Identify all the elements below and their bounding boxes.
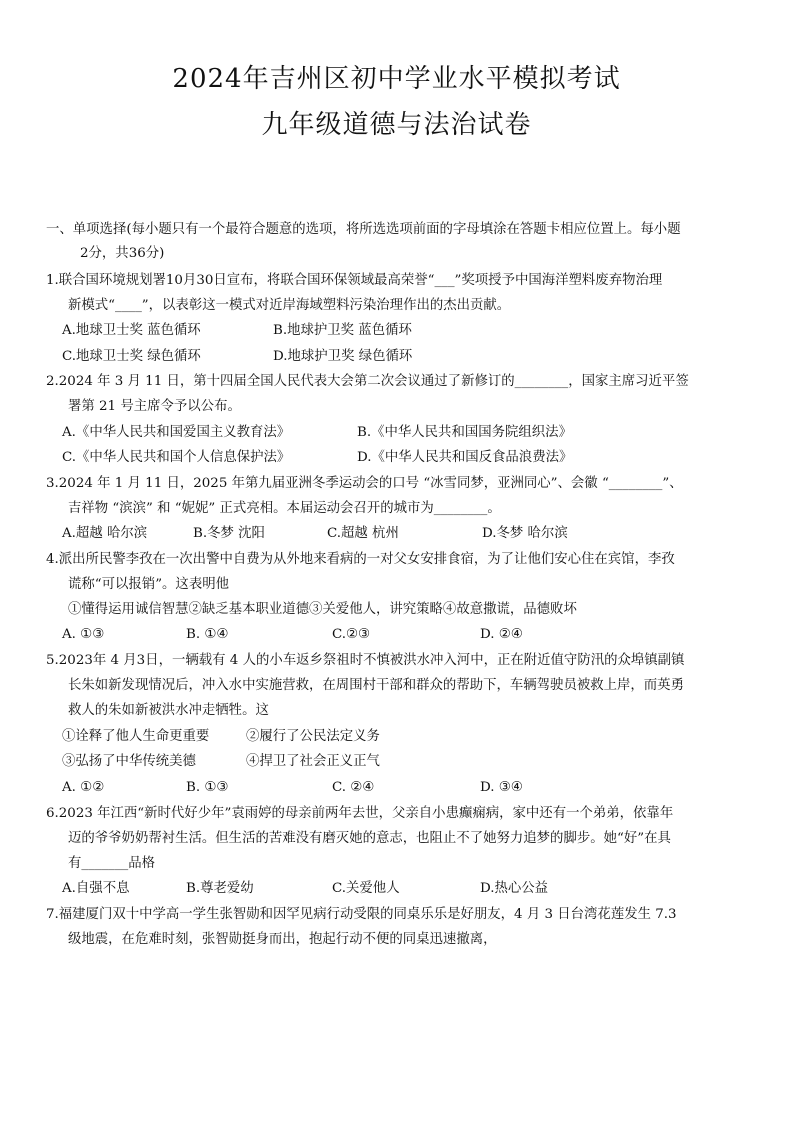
question-5-option-a[interactable]: A. ①② xyxy=(62,780,105,795)
question-2-option-c[interactable]: C.《中华人民共和国个人信息保护法》 xyxy=(62,450,291,465)
question-2-stem-cont: 署第 21 号主席令予以公布。 xyxy=(68,399,241,414)
question-5-item-4: ④捍卫了社会正义正气 xyxy=(246,754,380,769)
question-5-item-1: ①诠释了他人生命更重要 xyxy=(62,729,210,744)
question-4-option-d[interactable]: D. ②④ xyxy=(480,627,523,642)
question-6-stem: 6.2023 年江西“新时代好少年”袁雨婷的母亲前两年去世，父亲自小患癫痫病，家中还有一个弟弟，依靠年 xyxy=(46,806,674,821)
question-6-option-d[interactable]: D.热心公益 xyxy=(480,881,549,896)
question-5-item-2: ②履行了公民法定义务 xyxy=(246,729,380,744)
question-6-option-c[interactable]: C.关爱他人 xyxy=(332,881,400,896)
question-4-option-c[interactable]: C.②③ xyxy=(332,627,371,642)
section-heading: 一、单项选择(每小题只有一个最符合题意的选项，将所选选项前面的字母填涂在答题卡相应位置上。每小题 xyxy=(46,222,681,237)
question-5-item-3: ③弘扬了中华传统美德 xyxy=(62,754,196,769)
question-2-option-d[interactable]: D.《中华人民共和国反食品浪费法》 xyxy=(357,450,573,465)
question-1-stem-cont: 新模式“____”，以表彰这一模式对近岸海域塑料污染治理作出的杰出贡献。 xyxy=(68,298,511,313)
section-heading-cont: 2分，共36分) xyxy=(80,246,165,261)
question-4-stem-cont: 谎称“可以报销”。这表明他 xyxy=(68,577,229,592)
question-5-stem-cont: 长朱如新发现情况后，冲入水中实施营救，在周围村干部和群众的帮助下，车辆驾驶员被救上岸，而英勇 xyxy=(68,678,684,693)
question-3-option-a[interactable]: A.超越 哈尔滨 xyxy=(62,526,148,541)
question-5-option-b[interactable]: B. ①③ xyxy=(186,780,229,795)
question-6-option-a[interactable]: A.自强不息 xyxy=(62,881,130,896)
question-2-stem: 2.2024 年 3 月 11 日，第十四届全国人民代表大会第二次会议通过了新修订的________，国家主席习近平签 xyxy=(46,374,689,389)
question-3-option-d[interactable]: D.冬梦 哈尔滨 xyxy=(482,526,568,541)
question-5-stem: 5.2023年 4 月3日，一辆载有 4 人的小车返乡祭祖时不慎被洪水冲入河中，正在附近值守防汛的众埠镇副镇 xyxy=(46,653,685,668)
question-4-option-a[interactable]: A. ①③ xyxy=(62,627,105,642)
question-3-stem-cont: 吉祥物 “滨滨” 和 “妮妮” 正式亮相。本届运动会召开的城市为________。 xyxy=(68,501,501,516)
question-4-stem: 4.派出所民警李孜在一次出警中自费为从外地来看病的一对父女安排食宿，为了让他们安心住在宾馆，李孜 xyxy=(46,552,675,567)
question-6-option-b[interactable]: B.尊老爱幼 xyxy=(186,881,254,896)
question-7-stem: 7.福建厦门双十中学高一学生张智勋和因罕见病行动受限的同桌乐乐是好朋友，4 月 3 日台湾花莲发生 7.3 xyxy=(46,907,677,922)
question-1-stem: 1.联合国环境规划署10月30日宣布，将联合国环保领域最高荣誉“___”奖项授予中国海洋塑料废弃物治理 xyxy=(46,273,663,288)
question-2-option-b[interactable]: B.《中华人民共和国国务院组织法》 xyxy=(357,425,572,440)
question-4-items: ①懂得运用诚信智慧②缺乏基本职业道德③关爱他人，讲究策略④故意撒谎，品德败坏 xyxy=(68,602,577,617)
question-1-option-a[interactable]: A.地球卫士奖 蓝色循环 xyxy=(62,323,201,338)
question-3-option-c[interactable]: C.超越 杭州 xyxy=(327,526,399,541)
question-4-option-b[interactable]: B. ①④ xyxy=(186,627,229,642)
question-3-option-b[interactable]: B.冬梦 沈阳 xyxy=(193,526,265,541)
question-1-option-c[interactable]: C.地球卫士奖 绿色循环 xyxy=(62,349,201,364)
question-1-option-d[interactable]: D.地球护卫奖 绿色循环 xyxy=(273,349,413,364)
question-5-stem-cont: 救人的朱如新被洪水冲走牺牲。这 xyxy=(68,703,269,718)
question-5-option-c[interactable]: C. ②④ xyxy=(332,780,375,795)
exam-subtitle: 九年级道德与法治试卷 xyxy=(261,110,532,140)
question-7-stem-cont: 级地震，在危难时刻，张智勋挺身而出，抱起行动不便的同桌迅速撤离， xyxy=(68,932,497,947)
question-3-stem: 3.2024 年 1 月 11 日，2025 年第九届亚洲冬季运动会的口号 “冰雪同梦，亚洲同心”、会徽 “________”、 xyxy=(46,476,683,491)
question-1-option-b[interactable]: B.地球护卫奖 蓝色循环 xyxy=(273,323,412,338)
question-6-stem-cont: 迈的爷爷奶奶帮衬生活。但生活的苦难没有磨灭她的意志，也阻止不了她努力追梦的脚步。她“好”在具 xyxy=(68,831,671,846)
question-2-option-a[interactable]: A.《中华人民共和国爱国主义教育法》 xyxy=(62,425,291,440)
question-5-option-d[interactable]: D. ③④ xyxy=(480,780,523,795)
question-6-stem-cont: 有_______品格 xyxy=(68,856,156,871)
exam-title: 2024年吉州区初中学业水平模拟考试 xyxy=(172,64,621,94)
